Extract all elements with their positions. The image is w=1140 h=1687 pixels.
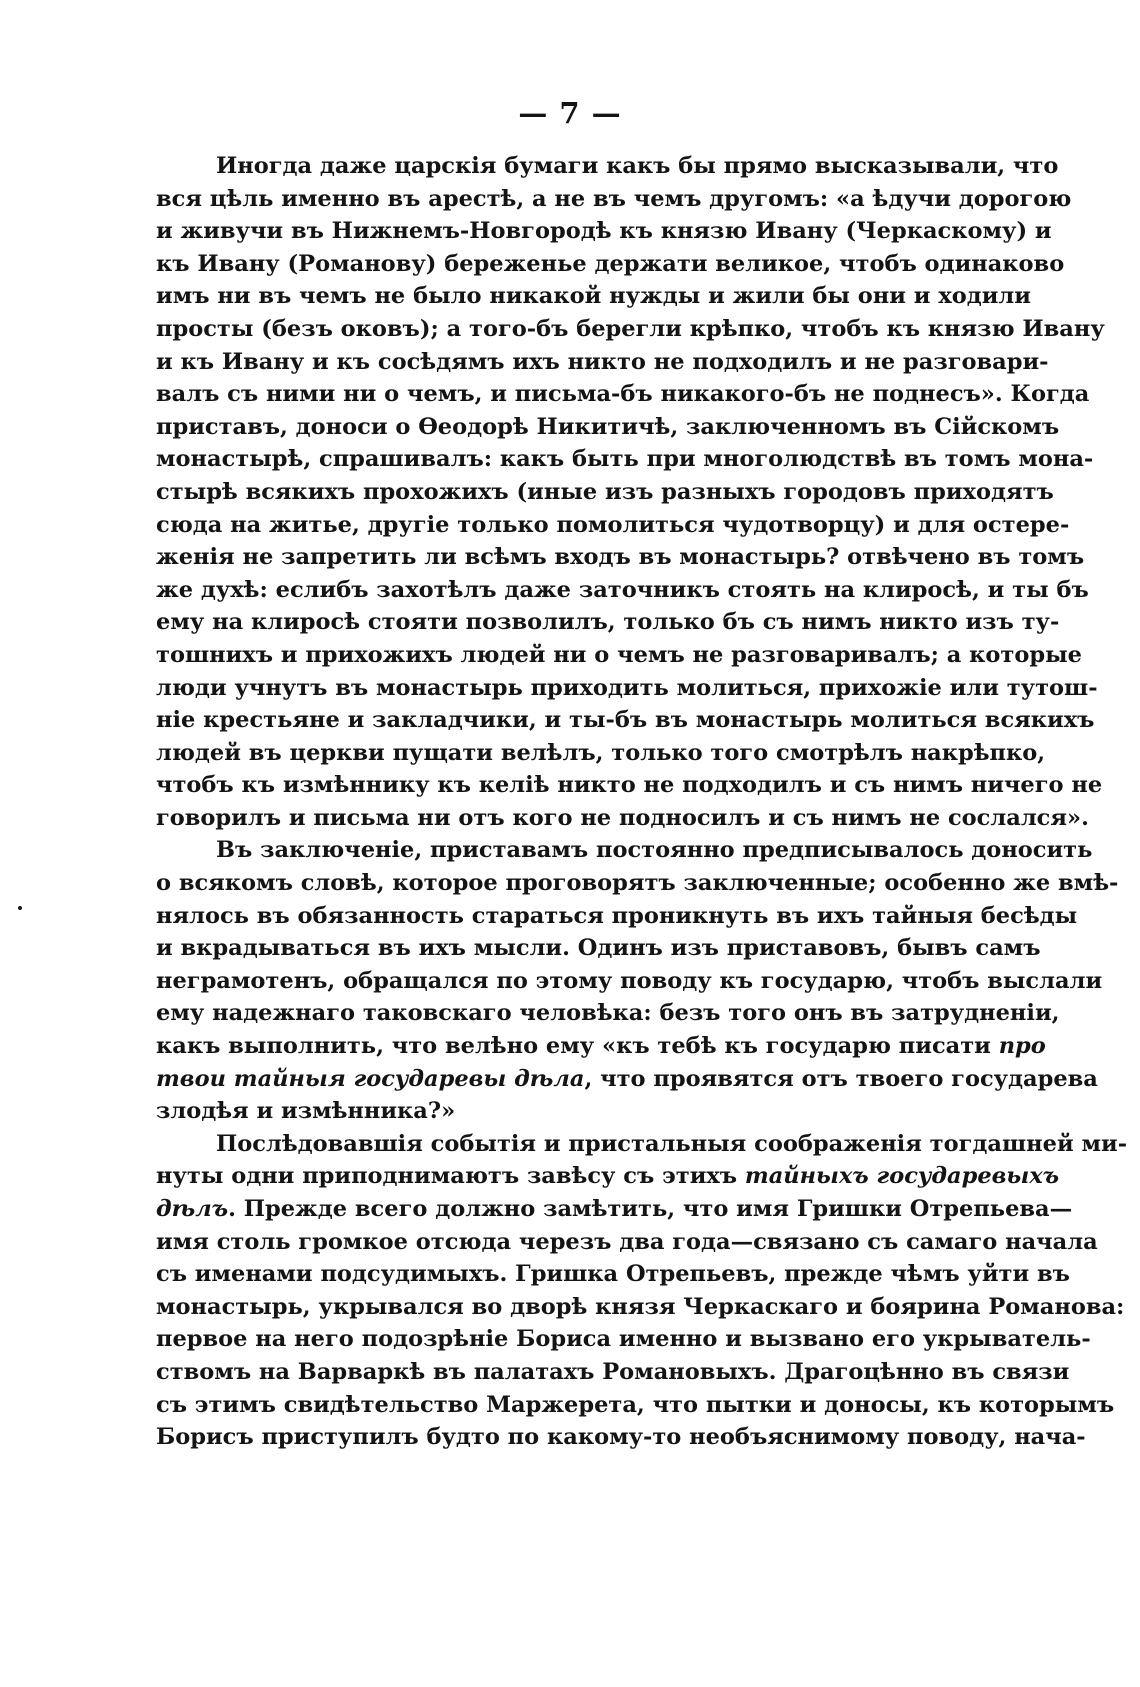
text-line: съ именами подсудимыхъ. Гришка Отрепьевъ, прежде чѣмъ уйти въ [156,1261,1070,1288]
text-line: ему на клиросѣ стояти позволилъ, только бъ съ нимъ никто изъ ту- [156,609,1060,636]
text-line: Иногда даже царскія бумаги какъ бы прямо высказывали, что [216,153,1059,179]
text-line: людей въ церкви пущати велѣлъ, только того смотрѣлъ накрѣпко, [156,739,1046,766]
text-line: женія не запретить ли всѣмъ входъ въ монастырь? отвѣчено въ томъ [156,544,1085,571]
text-line: къ Ивану (Романову) береженье держати великое, чтобъ одинаково [156,250,1065,277]
text-line: дѣлъ. Прежде всего должно замѣтить, что имя Гришки Отрепьева— [156,1196,1073,1222]
text-line: ствомъ на Варваркѣ въ палатахъ Романовыхъ. Драгоцѣнно въ связи [156,1358,1070,1385]
text-line: монастырь, укрывался во дворѣ князя Черкаскаго и боярина Романова: [156,1293,1125,1320]
text-line: твои тайныя государевы дѣла, что проявятся отъ твоего государева [156,1065,1098,1092]
text-line: первое на него подозрѣніе Бориса именно и вызвано его укрыватель- [156,1326,1091,1353]
body-text [156,150,1128,1454]
text-line: имя столь громкое отсюда черезъ два года—связано съ самаго начала [156,1228,1098,1255]
text-line: и живучи въ Нижнемъ-Новгородѣ къ князю Ивану (Черкаскому) и [156,218,1052,245]
text-line: неграмотенъ, обращался по этому поводу къ государю, чтобъ выслали [156,967,1103,994]
page-number: — 7 — [518,96,622,130]
text-line: о всякомъ словѣ, которое проговорятъ заключенные; особенно же вмѣ- [156,870,1119,897]
text-line: же духѣ: еслибъ захотѣлъ даже заточникъ стоять на клиросѣ, и ты бъ [156,576,1089,603]
text-line: монастырѣ, спрашивалъ: какъ быть при многолюдствѣ въ томъ мона- [156,446,1094,473]
text-line: чтобъ къ измѣннику къ келіѣ никто не подходилъ и съ нимъ ничего не [156,772,1103,799]
text-line: злодѣя и измѣнника?» [156,1098,456,1125]
text-line: ніе крестьяне и закладчики, и ты-бъ въ монастырь молиться всякихъ [156,707,1095,734]
text-line: Въ заключеніе, приставамъ постоянно предписывалось доносить [216,837,1093,864]
text-line: просты (безъ оковъ); а того-бъ берегли крѣпко, чтобъ къ князю Ивану [156,315,1105,342]
text-line: люди учнутъ въ монастырь приходить молиться, прихожіе или тутош- [156,674,1098,701]
text-line: Борисъ приступилъ будто по какому-то необъяснимому поводу, нача- [156,1424,1086,1451]
text-line: какъ выполнить, что велѣно ему «къ тебѣ къ государю писати про [156,1033,1046,1060]
text-line: тошнихъ и прихожихъ людей ни о чемъ не разговаривалъ; а которые [156,641,1082,668]
text-line: и вкрадываться въ ихъ мысли. Одинъ изъ приставовъ, бывъ самъ [156,935,1041,962]
text-line: и къ Ивану и къ сосѣдямъ ихъ никто не подходилъ и не разговари- [156,348,1049,375]
text-line: нялось въ обязанность стараться проникнуть въ ихъ тайныя бесѣды [156,902,1078,929]
text-line: говорилъ и письма ни отъ кого не подносилъ и съ нимъ не сослался». [156,804,1089,831]
text-line: валъ съ ними ни о чемъ, и письма-бъ никакого-бъ не поднесъ». Когда [156,381,1090,408]
text-line: имъ ни въ чемъ не было никакой нужды и жили бы они и ходили [156,283,1031,310]
text-line: ему надежнаго таковскаго человѣка: безъ того онъ въ затрудненіи, [156,1000,1060,1027]
text-line: сюда на житье, другіе только помолиться чудотворцу) и для остере- [156,511,1070,538]
text-line: стырѣ всякихъ прохожихъ (иные изъ разныхъ городовъ приходятъ [156,478,1054,505]
text-line: Послѣдовавшія событія и пристальныя соображенія тогдашней ми- [216,1130,1128,1157]
text-line: приставъ, доноси о Ѳеодорѣ Никитичѣ, заключенномъ въ Сійскомъ [156,413,1060,440]
text-line: вся цѣль именно въ арестѣ, а не въ чемъ другомъ: «а ѣдучи дорогою [156,185,1072,212]
margin-speck [18,906,22,910]
text-line: нуты одни приподнимаютъ завѣсу съ этихъ тайныхъ государевыхъ [156,1163,1060,1190]
text-line: съ этимъ свидѣтельство Маржерета, что пытки и доносы, къ которымъ [156,1391,1115,1418]
